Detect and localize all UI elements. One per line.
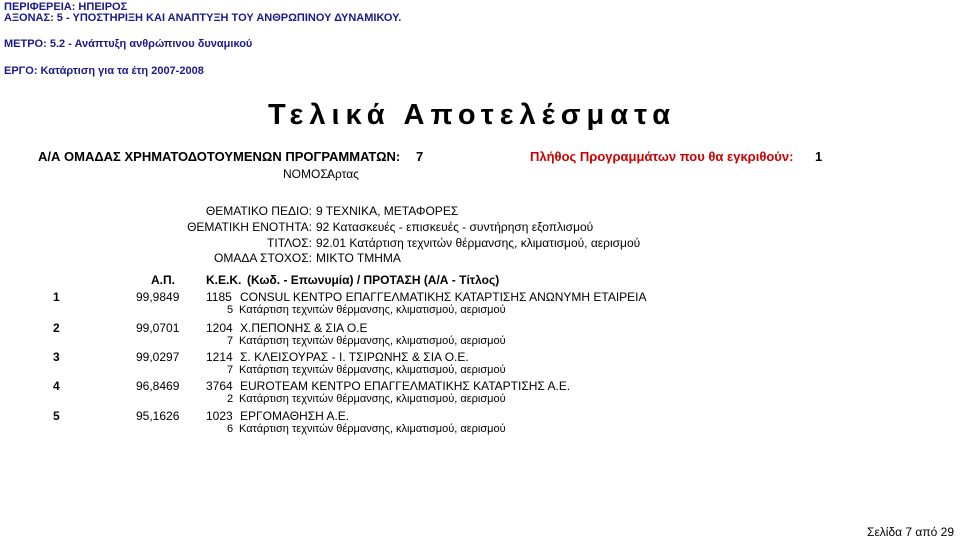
title-value: 92.01 Κατάρτιση τεχνιτών θέρμανσης, κλιματισμού, αερισμού [316,236,641,250]
row-name: Σ. ΚΛΕΙΣΟΥΡΑΣ - Ι. ΤΣΙΡΩΝΗΣ & ΣΙΑ Ο.Ε. [240,350,469,364]
row-proposal-title: Κατάρτιση τεχνιτών θέρμανσης, κλιματισμού, αερισμού [239,393,506,405]
row-proposal-number: 7 [227,364,234,376]
row-score: 96,8469 [136,379,180,393]
region-line: ΠΕΡΙΦΕΡΕΙΑ: ΗΠΕΙΡΟΣ [4,1,128,13]
row-code: 1204 [206,321,233,335]
unit-label: ΘΕΜΑΤΙΚΗ ΕΝΟΤΗΤΑ: [187,220,312,234]
target-value: ΜΙΚΤΟ ΤΜΗΜΑ [316,251,401,265]
row-proposal-title: Κατάρτιση τεχνιτών θέρμανσης, κλιματισμού, αερισμού [239,335,506,347]
row-score: 99,0701 [136,321,180,335]
row-score: 99,0297 [136,350,180,364]
page-number: Σελίδα 7 από 29 [867,525,954,539]
project-line: ΕΡΓΟ: Κατάρτιση για τα έτη 2007-2008 [4,65,204,77]
row-number: 3 [53,350,60,364]
prefecture-label: ΝΟΜΟΣ: [283,167,332,181]
row-proposal-number: 2 [227,393,234,405]
programs-label: Πλήθος Προγραμμάτων που θα εγκριθούν: [530,149,794,164]
row-proposal-number: 6 [227,423,234,435]
title-label: ΤΙΤΛΟΣ: [267,236,312,250]
col-rest: (Κωδ. - Επωνυμία) / ΠΡΟΤΑΣΗ (Α/Α - Τίτλος) [247,273,500,287]
row-code: 1023 [206,409,233,423]
field-value: 9 ΤΕΧΝΙΚΑ, ΜΕΤΑΦΟΡΕΣ [316,204,459,218]
row-proposal-number: 5 [227,304,234,316]
groups-label: Α/Α ΟΜΑΔΑΣ ΧΡΗΜΑΤΟΔΟΤΟΥΜΕΝΩΝ ΠΡΟΓΡΑΜΜΑΤΩΝ: [38,149,401,164]
row-code: 3764 [206,379,233,393]
page-title: Τελικά Αποτελέσματα [268,99,677,131]
row-score: 99,9849 [136,290,180,304]
row-name: Χ.ΠΕΠΟΝΗΣ & ΣΙΑ Ο.Ε [240,321,368,335]
prefecture-value: Αρτας [327,167,359,181]
col-kek: Κ.Ε.Κ. [206,273,242,287]
row-code: 1185 [206,290,232,304]
col-ap: Α.Π. [151,273,175,287]
row-name: EUROTEAM ΚΕΝΤΡΟ ΕΠΑΓΓΕΛΜΑΤΙΚΗΣ ΚΑΤΑΡΤΙΣΗΣ Α.Ε. [240,379,571,393]
axis-line: ΑΞΟΝΑΣ: 5 - ΥΠΟΣΤΗΡΙΞΗ ΚΑΙ ΑΝΑΠΤΥΞΗ ΤΟΥ ΑΝΘΡΩΠΙΝΟΥ ΔΥΝΑΜΙΚΟΥ. [4,12,402,24]
row-proposal-title: Κατάρτιση τεχνιτών θέρμανσης, κλιματισμού, αερισμού [239,364,506,376]
row-score: 95,1626 [136,409,180,423]
row-number: 5 [53,409,60,423]
unit-value: 92 Κατασκευές - επισκευές - συντήρηση εξοπλισμού [316,220,594,234]
row-number: 1 [53,290,60,304]
row-proposal-number: 7 [227,335,234,347]
row-name: ΕΡΓΟΜΑΘΗΣΗ Α.Ε. [240,409,350,423]
groups-value: 7 [416,149,424,164]
row-name: CONSUL ΚΕΝΤΡΟ ΕΠΑΓΓΕΛΜΑΤΙΚΗΣ ΚΑΤΑΡΤΙΣΗΣ ΑΝΩΝΥΜΗ ΕΤΑΙΡΕΙΑ [240,290,647,304]
field-label: ΘΕΜΑΤΙΚΟ ΠΕΔΙΟ: [205,204,312,218]
row-code: 1214 [206,350,233,364]
row-proposal-title: Κατάρτιση τεχνιτών θέρμανσης, κλιματισμού, αερισμού [239,423,506,435]
row-number: 2 [53,321,60,335]
programs-value: 1 [815,149,823,164]
target-label: ΟΜΑΔΑ ΣΤΟΧΟΣ: [214,251,312,265]
row-number: 4 [53,379,60,393]
measure-line: ΜΕΤΡΟ: 5.2 - Ανάπτυξη ανθρώπινου δυναμικού [4,38,253,50]
row-proposal-title: Κατάρτιση τεχνιτών θέρμανσης, κλιματισμού, αερισμού [239,304,506,316]
